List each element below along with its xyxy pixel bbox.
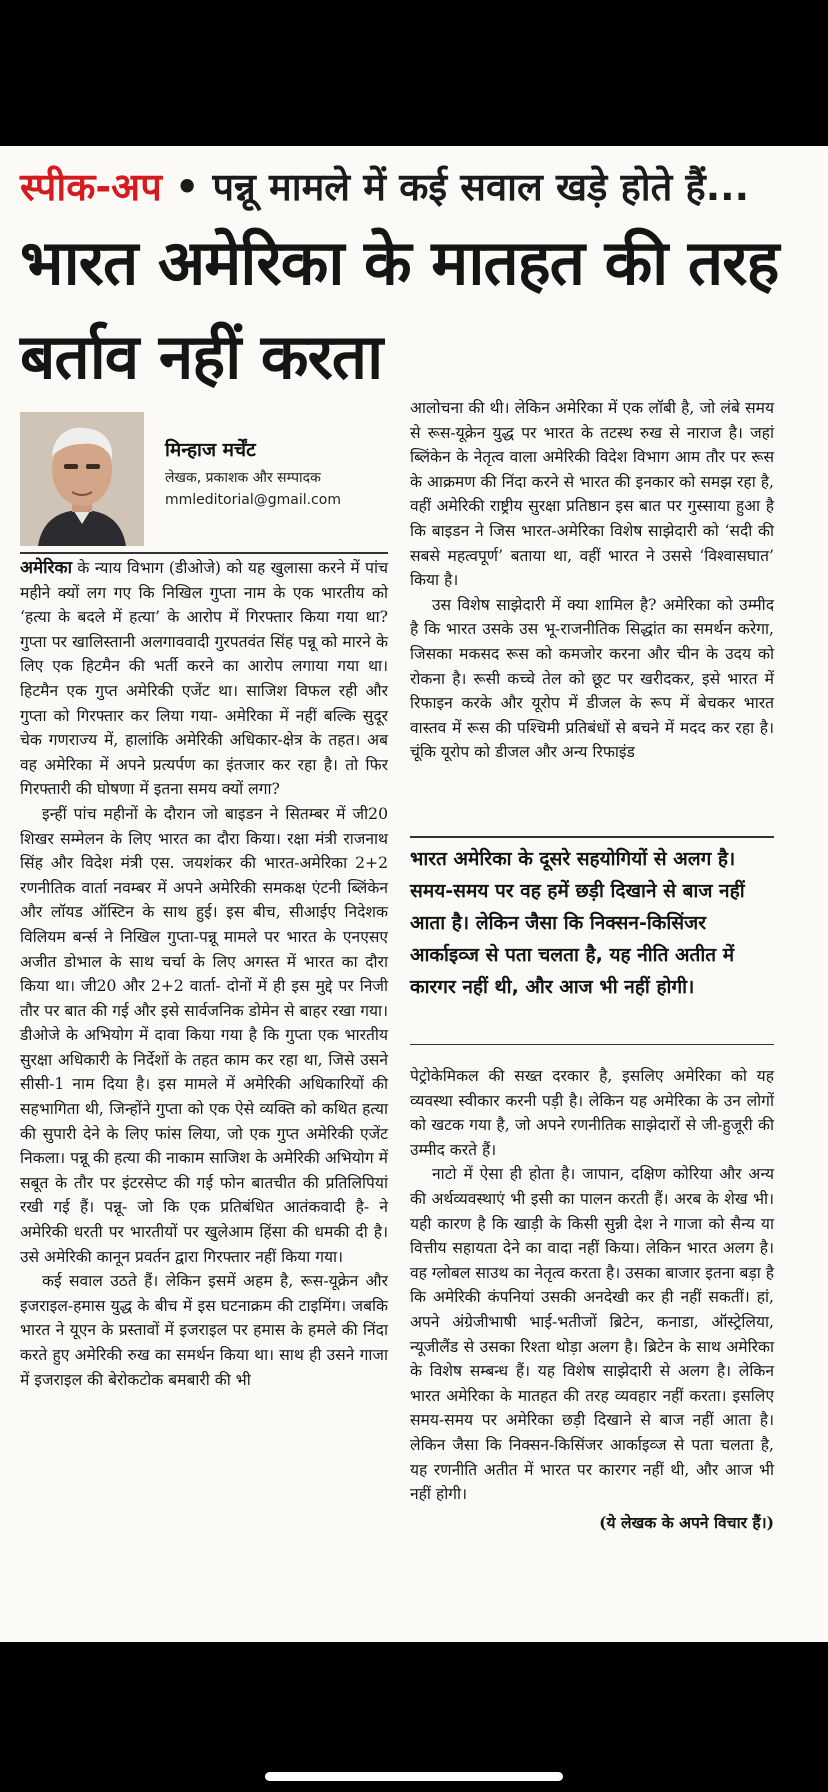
paragraph: पेट्रोकेमिकल की सख्त दरकार है, इसलिए अमेरिका को यह व्यवस्था स्वीकार करनी पड़ी है। लेकिन यह अमेरिका के उन लोगों को खटक गया है, जो अपने रणनीतिक साझेदारों से जी-हुजूरी की उम्मीद करते हैं।	[410, 1067, 774, 1159]
right-column-top	[410, 396, 774, 765]
author-name: मिन्हाज मर्चेंट	[165, 439, 256, 461]
left-column	[20, 556, 388, 1392]
home-indicator[interactable]	[265, 1772, 563, 1781]
byline-divider	[20, 552, 388, 554]
pull-quote-top-rule	[410, 836, 774, 838]
paragraph-text: के न्याय विभाग (डीओजे) को यह खुलासा करने में पांच महीने क्यों लग गए कि निखिल गुप्ता नाम के एक भारतीय को ‘हत्या के बदले में हत्या’ के आरोप में गिरफ्तार किया गया था? गुप्ता पर खालिस्तानी अलगाववादी गुरपतवंत सिंह पन्नू को मारने के लिए एक हिटमैन की भर्ती करने का आरोप लगाया गया था। हिटमैन एक गुप्त अमेरिकी एजेंट था। साजिश विफल रही और गुप्ता को गिरफ्तार कर लिया गया- अमेरिका में नहीं बल्कि सुदूर चेक गणराज्य में, हालांकि अमेरिकी अधिकार-क्षेत्र के तहत। अब वह अमेरिका में अपने प्रत्यर्पण का इंतजार कर रहा है। तो फिर गिरफ्तारी की घोषणा में इतना समय क्यों लगा?	[20, 559, 388, 799]
kicker	[20, 164, 749, 210]
pull-quote: भारत अमेरिका के दूसरे सहयोगियों से अलग है। समय-समय पर वह हमें छड़ी दिखाने से बाज नहीं आता है। लेकिन जैसा कि निक्सन-किसिंजर आर्काइव्ज से पता चलता है, यह नीति अतीत में कारगर नहीं थी, और आज भी नहीं होगी।	[410, 848, 745, 998]
paragraph: कई सवाल उठते हैं। लेकिन इसमें अहम है, रूस-यूक्रेन और इजराइल-हमास युद्ध के बीच में इस घटनाक्रम की टाइमिंग। जबकि भारत ने यूएन के प्रस्तावों में इजराइल पर हमास के हमले की निंदा करते हुए अमेरिकी रुख का समर्थन किया था। साथ ही उसने गाजा में इजराइल की बेरोकटोक बमबारी की भी	[20, 1272, 388, 1389]
author-role: लेखक, प्रकाशक और सम्पादक	[165, 470, 321, 486]
paragraph	[20, 556, 388, 802]
author-photo	[20, 412, 144, 546]
kicker-text: • पन्नू मामले में कई सवाल खड़े होते हैं...	[161, 165, 750, 209]
author-portrait-icon	[20, 412, 144, 546]
paragraph: नाटो में ऐसा ही होता है। जापान, दक्षिण कोरिया और अन्य की अर्थव्यवस्थाएं भी इसी का पालन करती हैं। अरब के शेख भी। यही कारण है कि खाड़ी के किसी सुन्नी देश ने गाजा को सैन्य या वित्तीय सहायता देने का वादा नहीं किया। लेकिन भारत अलग है। वह ग्लोबल साउथ का नेतृत्व करता है। उसका बाजार इतना बड़ा है कि अमेरिकी कंपनियां उसकी अनदेखी कर ही नहीं सकतीं। हां, अपने अंग्रेजीभाषी भाई-भतीजों ब्रिटेन, कनाडा, ऑस्ट्रेलिया, न्यूजीलैंड से उसका रिश्ता थोड़ा अलग है। ब्रिटेन के साथ अमेरिका के विशेष सम्बन्ध हैं। यह विशेष साझेदारी से अलग है। लेकिन भारत अमेरिका के मातहत की तरह व्यवहार नहीं करता। इसलिए समय-समय पर अमेरिका छड़ी दिखाने से बाज नहीं आता है। लेकिन जैसा कि निक्सन-किसिंजर आर्काइव्ज से पता चलता है, यह रणनीति अतीत में भारत पर कारगर नहीं थी, और आज भी नहीं होगी।	[410, 1165, 774, 1504]
headline: भारत अमेरिका के मातहत की तरह बर्ताव नहीं करता	[20, 226, 779, 393]
author-disclaimer: (ये लेखक के अपने विचार हैं।)	[599, 1512, 774, 1532]
right-column-bottom	[410, 1064, 774, 1535]
paragraph: उस विशेष साझेदारी में क्या शामिल है? अमेरिका को उम्मीद है कि भारत उसके उस भू-राजनीतिक सिद्धांत का समर्थन करेगा, जिसका मकसद रूस को कमजोर करना और चीन के उदय को रोकना है। रूसी कच्चे तेल को छूट पर खरीदकर, इसे भारत में रिफाइन करके और यूरोप में डीजल के रूप में बेचकर भारत वास्तव में रूस की पश्चिमी प्रतिबंधों से बचने में मदद कर रहा है। चूंकि यूरोप को डीजल और अन्य रिफाइंड	[410, 595, 774, 762]
author-email: mmleditorial@gmail.com	[165, 492, 341, 508]
paragraph: आलोचना की थी। लेकिन अमेरिका में एक लॉबी है, जो लंबे समय से रूस-यूक्रेन युद्ध पर भारत के तटस्थ रुख से नाराज है। जहां ब्लिंकेन के नेतृत्व वाला अमेरिकी विदेश विभाग आम तौर पर रूस के आक्रमण की निंदा करने से भारत की इनकार को समझ रहा है, वहीं अमेरिकी राष्ट्रीय सुरक्षा प्रतिष्ठान इस बात पर गुस्साया हुआ है कि बाइडन ने जिस भारत-अमेरिका विशेष साझेदारी को ‘सदी की सबसे महत्वपूर्ण’ बताया था, वहीं भारत ने उससे ‘विश्वासघात’ किया है।	[410, 399, 774, 590]
kicker-label: स्पीक-अप	[20, 165, 162, 209]
newspaper-clipping	[0, 146, 828, 1642]
paragraph: इन्हीं पांच महीनों के दौरान जो बाइडन ने सितम्बर में जी20 शिखर सम्मेलन के लिए भारत का दौरा किया। रक्षा मंत्री राजनाथ सिंह और विदेश मंत्री एस. जयशंकर की भारत-अमेरिका 2+2 रणनीतिक वार्ता नवम्बर में अपने अमेरिकी समकक्ष एंटनी ब्लिंकेन और लॉयड ऑस्टिन के साथ हुई। इस बीच, सीआईए निदेशक विलियम बर्न्स ने निखिल गुप्ता-पन्नू मामले पर भारत के एनएसए अजीत डोभाल के साथ चर्चा के लिए अगस्त में भारत का दौरा किया था। जी20 और 2+2 वार्ता- दोनों में ही इस मुद्दे पर निजी तौर पर बात की गई और इसे सार्वजनिक डोमेन से बाहर रखा गया। डीओजे के अभियोग में दावा किया गया है कि गुप्ता एक भारतीय सुरक्षा अधिकारी के निर्देशों के तहत काम कर रहा था, जिसे उसने सीसी-1 नाम दिया है। इस मामले में अमेरिकी अधिकारियों की सहभागिता थी, जिन्होंने गुप्ता को एक ऐसे व्यक्ति को कथित हत्या की सुपारी देने के लिए फांस लिया, जो एक गुप्त अमेरिकी एजेंट निकला। पन्नू की हत्या की नाकाम साजिश के अमेरिकी अभियोग में सबूत के तौर पर इंटरसेप्ट की गई फोन बातचीत की प्रतिलिपियां रखी गई हैं। पन्नू- जो कि एक प्रतिबंधित आतंकवादी है- ने अमेरिकी धरती पर भारतीयों पर खुलेआम हिंसा की धमकी दी है। उसे अमेरिकी कानून प्रवर्तन द्वारा गिरफ्तार नहीं किया गया।	[20, 804, 388, 1266]
pull-quote-bottom-rule	[410, 1044, 774, 1045]
lead-word: अमेरिका	[20, 558, 72, 578]
